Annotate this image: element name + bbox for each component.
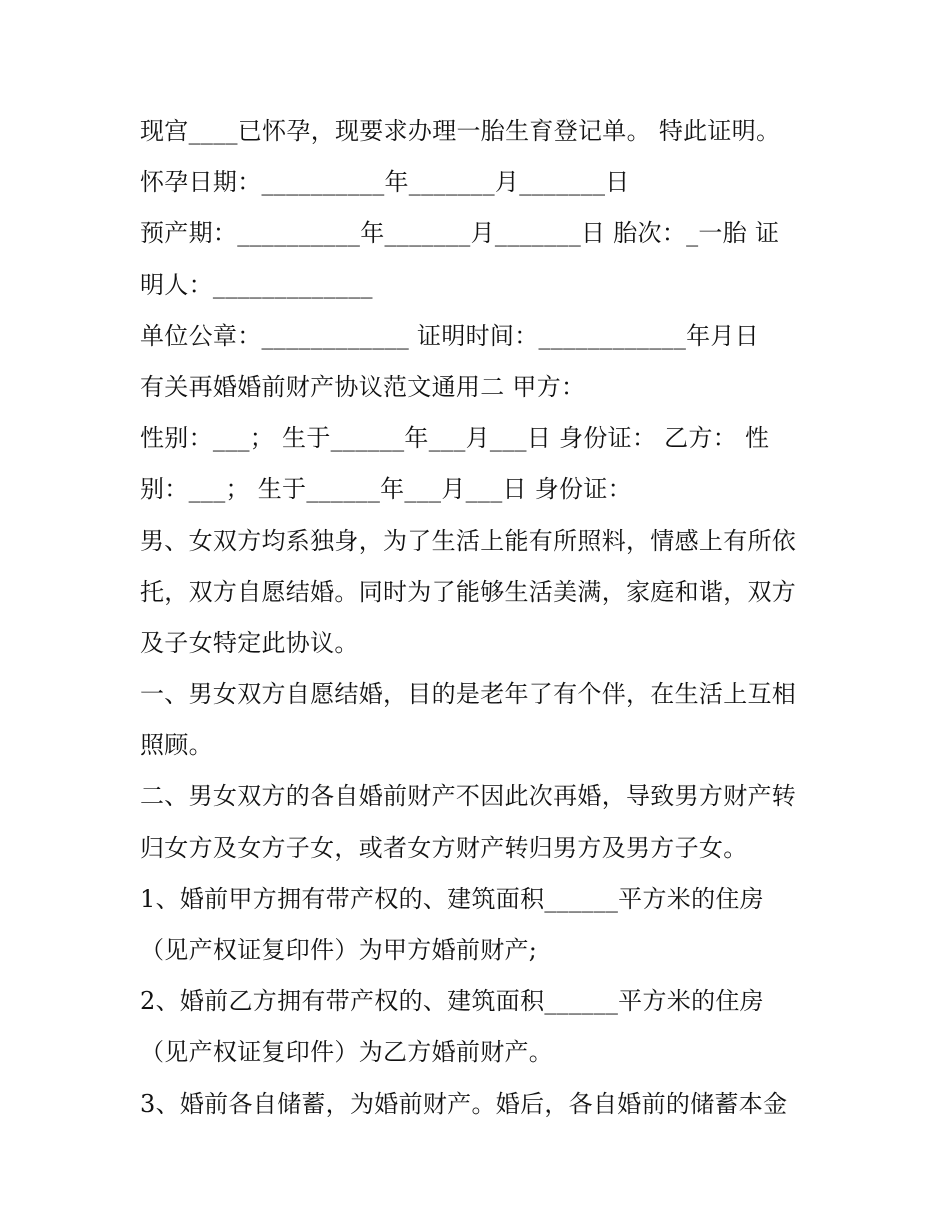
- text-line: （见产权证复印件）为甲方婚前财产;: [140, 936, 538, 964]
- text-line: 托，双方自愿结婚。同时为了能够生活美满，家庭和谐，双方: [140, 577, 797, 606]
- text-line: 男、女双方均系独身，为了生活上能有所照料，情感上有所依: [140, 526, 797, 555]
- text-line: 3、婚前各自储蓄，为婚前财产。婚后，各自婚前的储蓄本金: [140, 1089, 788, 1118]
- text-line: 预产期：__________年_______月_______日 胎次：_一胎 证: [140, 219, 780, 248]
- text-line: 怀孕日期：__________年_______月_______日: [140, 168, 630, 197]
- text-line: 及子女特定此协议。: [140, 628, 359, 657]
- text-line: 归女方及女方子女，或者女方财产转归男方及男方子女。: [140, 833, 748, 862]
- text-line: （见产权证复印件）为乙方婚前财产。: [140, 1038, 554, 1067]
- text-line: 别：___； 生于______年___月___日 身份证：: [140, 475, 632, 504]
- text-line: 二、男女双方的各自婚前财产不因此次再婚，导致男方财产转: [140, 782, 797, 811]
- text-line: 明人：_____________: [140, 270, 373, 299]
- text-line: 单位公章：____________ 证明时间：____________年月日: [140, 321, 760, 350]
- text-line: 2、婚前乙方拥有带产权的、建筑面积______平方米的住房: [140, 987, 764, 1016]
- text-line: 1、婚前甲方拥有带产权的、建筑面积______平方米的住房: [140, 884, 764, 913]
- document-body: [140, 106, 820, 1130]
- text-line: 照顾。: [140, 731, 213, 760]
- text-line: 一、男女双方自愿结婚，目的是老年了有个伴，在生活上互相: [140, 680, 797, 709]
- section-heading-line: 有关再婚婚前财产协议范文通用二 甲方：: [140, 372, 586, 401]
- text-line: 性别：___； 生于______年___月___日 身份证： 乙方： 性: [140, 424, 770, 453]
- text-line: 现宫____已怀孕，现要求办理一胎生育登记单。 特此证明。: [140, 117, 781, 145]
